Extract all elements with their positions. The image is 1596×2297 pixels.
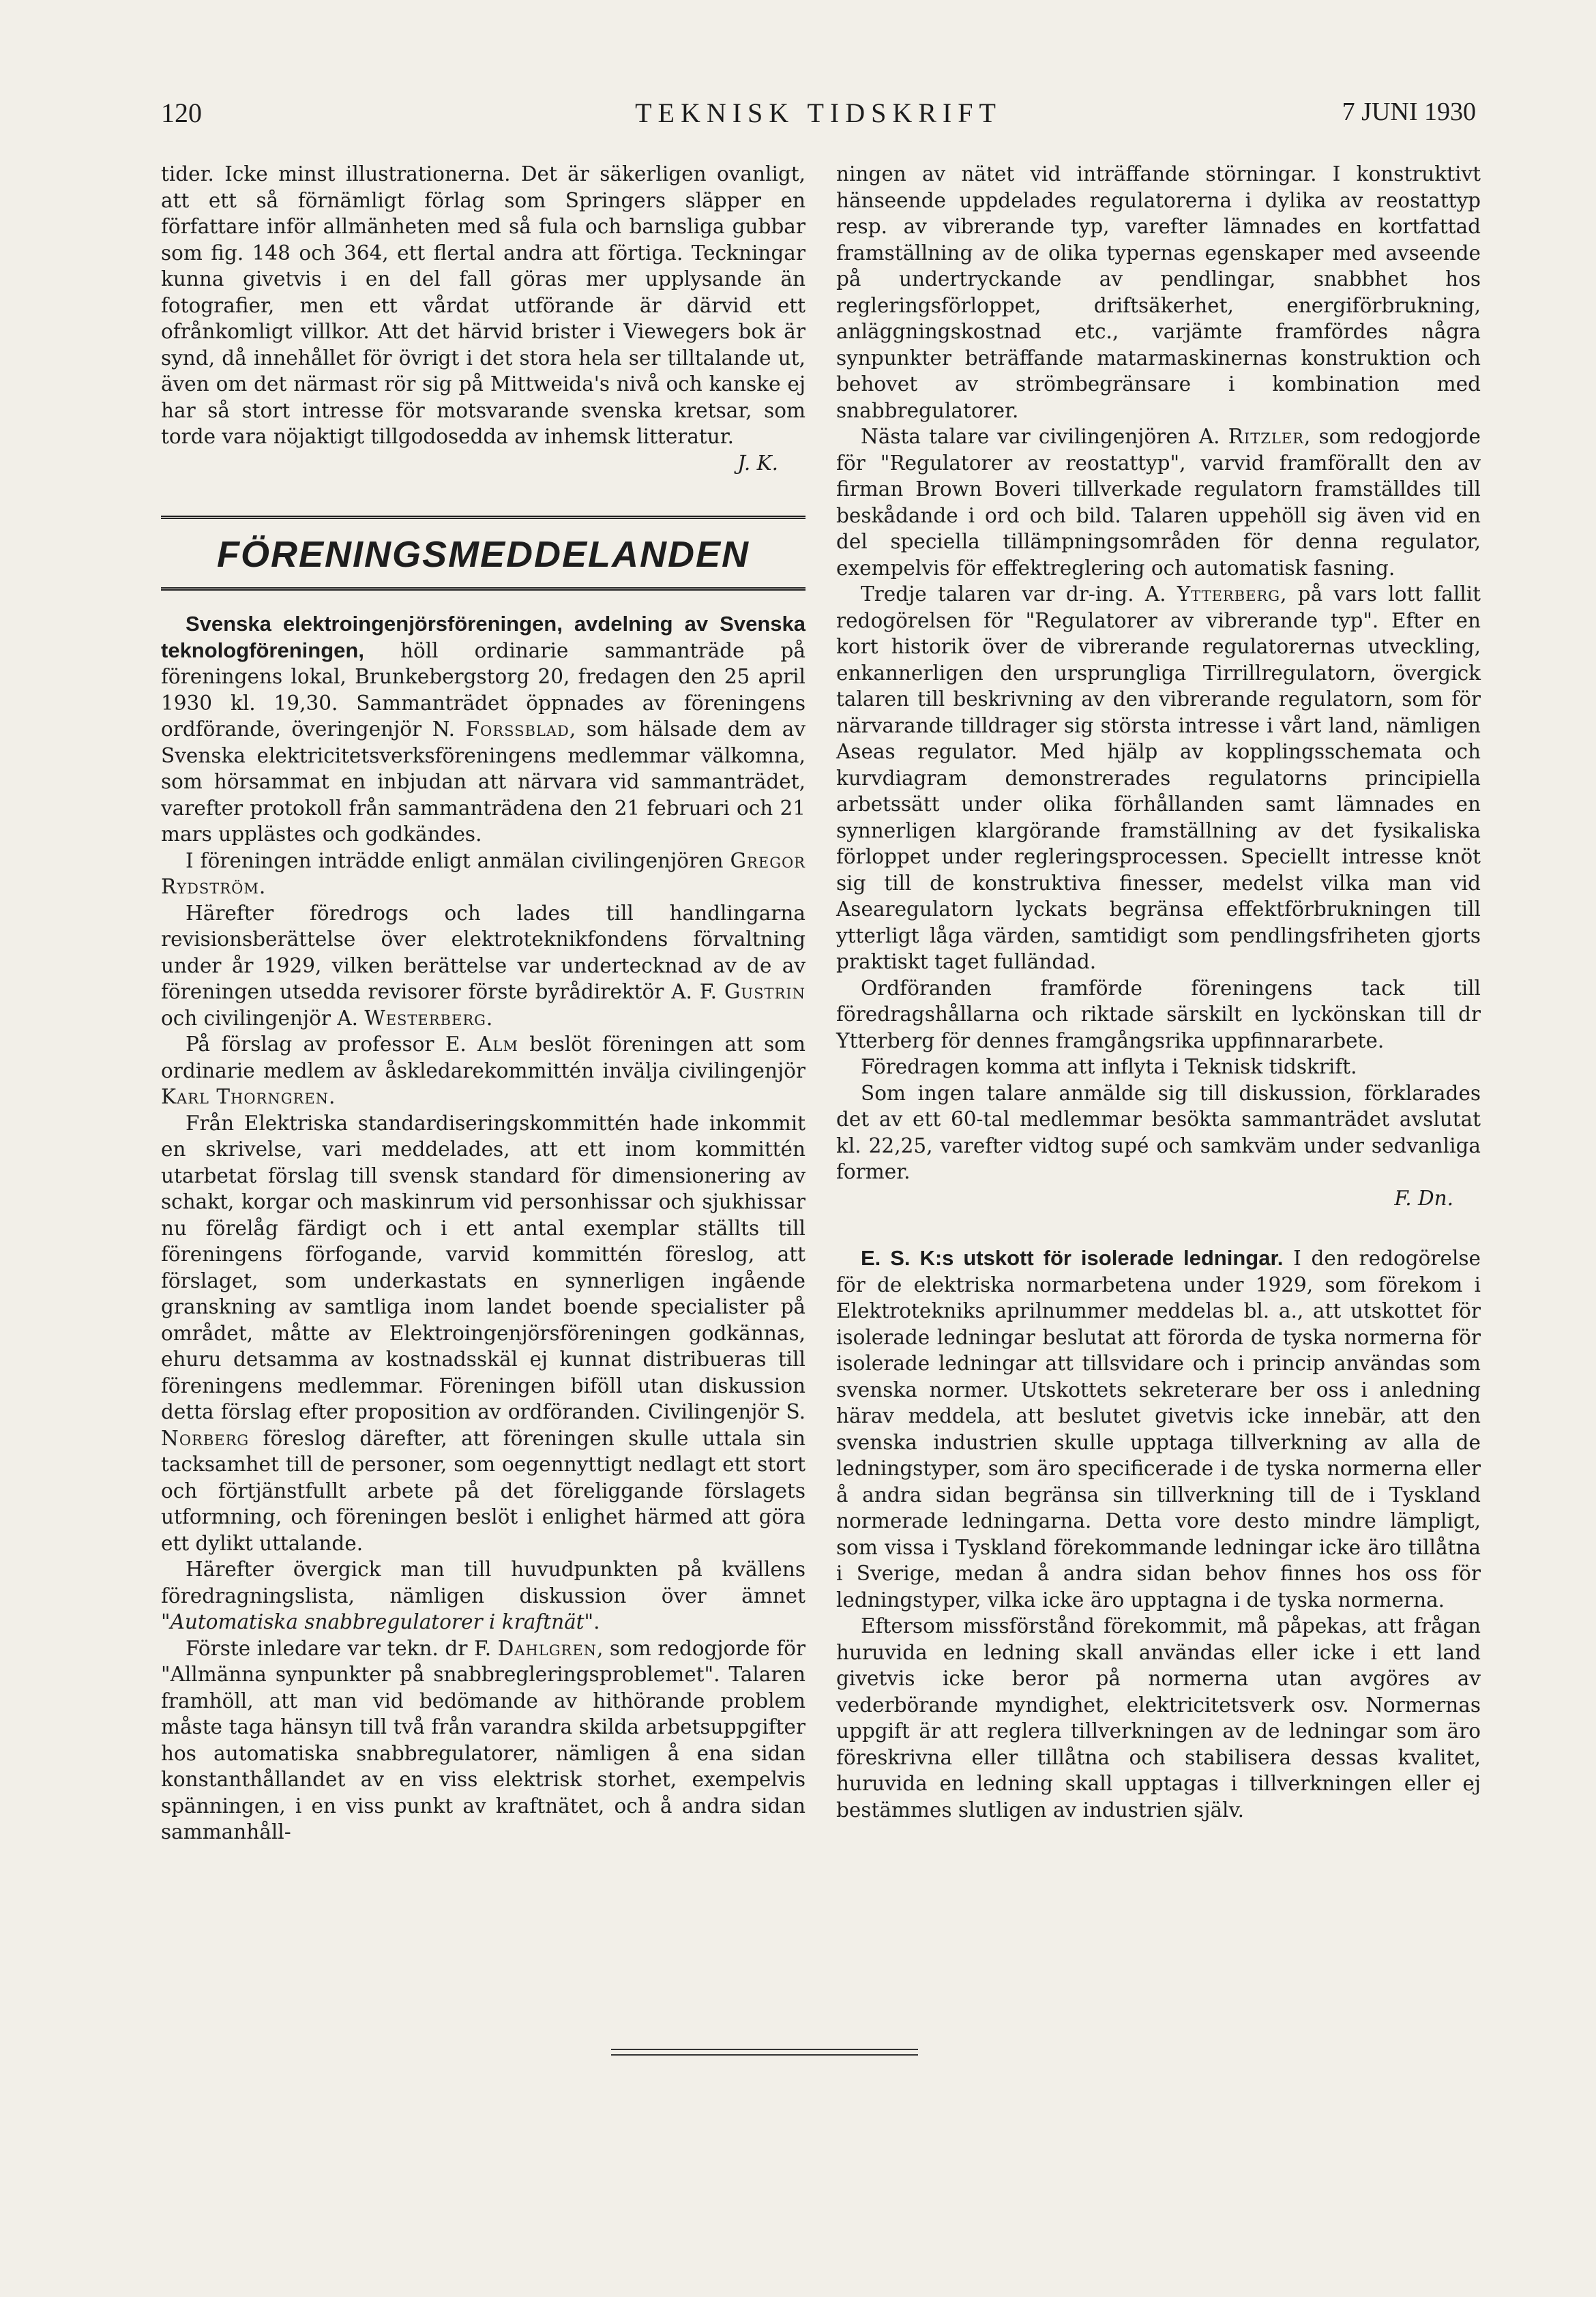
first-speaker-continuation: ningen av nätet vid inträffande störningar. I konstruktivt hänseende uppdelades regulatorerna i dylika av reostattyp resp. av vibrerande typ, varefter lämnades en kortfattad framställning av de olika typernas egenskaper med avseende på undertryckande av pendlingar, snabbhet hos regleringsförloppet, driftsäkerhet, energiförbrukning, anläggningskostnad etc., varjämte framfördes några synpunkter beträffande matarmaskinernas konstruktion och behovet av strömbegränsare i kombination med snabbregulatorer. xyxy=(836,162,1481,422)
thanks-paragraph: Ordföranden framförde föreningens tack till föredragshållarna och riktade särskilt en lyckönskan till dr Ytterberg för dennes framgångsrika uppfinnararbete. xyxy=(836,976,1481,1052)
issue-date: 7 JUNI 1930 xyxy=(1342,98,1476,126)
clarification-paragraph: Eftersom missförstånd förekommit, må påpekas, att frågan huruvida en ledning skall användas eller icke i ett land givetvis icke beror på normerna utan avgöres av vederbörande myndighet, elektricitetsverk osv. Normernas uppgift är att reglera tillverkningen av de ledningar som äro föreskrivna eller tillåtna och stabilisera dessas kvalitet, huruvida en ledning skall upptagas i tillverkningen eller ej bestämmes slutligen av industrien själv. xyxy=(836,1614,1481,1822)
discussion-topic: "Automatiska snabbregulatorer i kraftnät" xyxy=(161,1610,594,1633)
section-title: FÖRENINGSMEDDELANDEN xyxy=(216,534,750,575)
third-speaker-paragraph: Tredje talaren var dr-ing. A. Ytterberg, på vars lott fallit redogörelsen för "Regulatorer av vibrerande typ". Efter en kort historik över de vibrerande regulatorernas utveckling, enkannerligen den ursprungliga Tirrillregulatorn, övergick talaren till beskrivning av den vibrerande regulatorn, som för närvarande tilldrager sig största intresse i vårt land, nämligen Aseas regulator. Med hjälp av kopplingsschemata och kurvdiagram demonstrerades regulatorns principiella arbetssätt under olika förhållanden samt lämnades en synnerligen klargörande framställning av det fysikaliska förloppet under regleringsprocessen. Speciellt intresse knöt sig till de konstruktiva finesser, medelst vilka man vid Asearegulatorn lyckats begränsa effektförbrukningen till ytterligt låga värden, samtidigt som pendlingsfriheten gjorts praktiskt taget fulländad. xyxy=(836,582,1481,973)
discussion-topic-paragraph: Härefter övergick man till huvudpunkten på kvällens föredragningslista, nämligen diskussion över ämnet "Automatiska snabbregulatorer i kraftnät". xyxy=(161,1558,806,1633)
person-name: Gustrin xyxy=(724,980,806,1003)
first-speaker-paragraph: Förste inledare var tekn. dr F. Dahlgren, som redogjorde för "Allmänna synpunkter på snabbregleringsproblemet". Talaren framhöll, att man vid bedömande av hithörande problem måste taga hänsyn till två från varandra skilda arbetsuppgifter hos automatiska snabbregulatorer, nämligen å ena sidan konstanthållandet av en viss elektrisk storhet, exempelvis spänningen, i en viss punkt av kraftnätet, och å andra sidan sammanhåll- xyxy=(161,1636,806,1843)
journal-title: TEKNISK TIDSKRIFT xyxy=(635,98,1002,128)
person-name: Norberg xyxy=(161,1426,250,1450)
person-name: Ritzler xyxy=(1228,425,1304,448)
second-speaker-paragraph: Nästa talare var civilingenjören A. Ritzler, som redogjorde för "Regulatorer av reostattyp", varvid framförallt den av firman Brown Boveri tillverkade regulatorn framställdes till beskådande i ord och bild. Talaren uppehöll sig även vid en del speciella tillämpningsområden för denna regulator, exempelvis för effektreglering och automatisk fasning. xyxy=(836,425,1481,580)
person-name: Westerberg xyxy=(364,1006,486,1030)
person-name: Dahlgren xyxy=(497,1636,597,1660)
review-conclusion: tider. Icke minst illustrationerna. Det är säkerligen ovanligt, att ett så förnämligt förlag som Springers släpper en författare inför allmänheten med så fula och barnsliga gubbar som fig. 148 och 364, ett flertal andra att förtiga. Teckningar kunna givetvis i en del fall göras mer upplysande än fotografier, men ett vårdat utförande är därvid ett ofrånkomligt villkor. Att det härvid brister i Viewegers bok är synd, då innehållet för övrigt i det stora hela ser tilltalande ut, även om det närmast rör sig på Mittweida's nivå och kanske ej har så stort intresse för motsvarande svenska kretsar, som torde vara nöjaktigt tillgodosedda av inhemsk litteratur. xyxy=(161,162,806,448)
cable-committee-paragraph: E. S. K:s utskott för isolerade ledningar. I den redogörelse för de elektriska normarbetena under 1929, som förekom i Elektrotekniks aprilnummer meddelas bl. a., att utskottet för isolerade ledningar beslutat att förorda de tyska normerna för isolerade ledningar att tillsvidare och i princip användas som svenska normer. Utskottets sekreterare ber oss i anledning härav meddela, att beslutet givetvis icke innebär, att den svenska industrien skulle upptaga tillverkning av alla de ledningstyper, som äro specificerade i de tyska normerna eller å andra sidan begränsa sin tillverkning till de i Tyskland normerade ledningarna. Detta vore desto mindre lämpligt, som vissa i Tyskland förekommande ledningar icke äro tillåtna i Sverige, medan å andra sidan behov finnes hos oss för ledningstyper, vilka icke äro upptagna i de tyska normerna. xyxy=(836,1246,1481,1612)
standardization-paragraph: Från Elektriska standardiseringskommittén hade inkommit en skrivelse, vari meddelades, att ett inom kommittén utarbetat förslag till svensk standard för dimensionering av schakt, korgar och maskinrum vid personhissar och sjukhissar nu förelåg färdigt och i ett antal exemplar ställts till föreningens förfogande, varvid kommittén föreslog, att förslaget, som underkastats en synnerligen ingående granskning av samtliga inom landet boende specialister på området, måtte av Elektroingenjörsföreningen godkännas, ehuru detsamma av kostnadsskäl ej kunnat distribueras till föreningens medlemmar. Föreningen biföll utan diskussion detta förslag efter proposition av ordföranden. Civilingenjör S. Norberg föreslog därefter, att föreningen skulle uttala sin tacksamhet till de personer, som oegennyttigt nedlagt ett stort och förtjänstfullt arbete på det föreliggande förslagets utformning, och föreningen beslöt i enlighet härmed att göra ett dylikt uttalande. xyxy=(161,1111,806,1555)
person-name: Forssblad xyxy=(465,717,570,741)
new-member-paragraph: I föreningen inträdde enligt anmälan civilingenjören Gregor Rydström. xyxy=(161,848,806,898)
page-header xyxy=(161,97,1476,138)
committee-paragraph: På förslag av professor E. Alm beslöt föreningen att som ordinarie medlem av åskledarekommittén invälja civilingenjör Karl Thorngren. xyxy=(161,1033,806,1108)
end-rule xyxy=(611,2049,918,2056)
section-heading-box xyxy=(161,516,806,591)
publication-note: Föredragen komma att inflyta i Teknisk tidskrift. xyxy=(861,1055,1357,1078)
person-name: Karl Thorngren xyxy=(161,1085,329,1108)
person-name: Ytterberg xyxy=(1177,582,1281,606)
meeting-paragraph: Svenska elektroingenjörsföreningen, avdelning av Svenska teknologföreningen, höll ordinarie sammanträde på föreningens lokal, Brunkebergstorg 20, fredagen den 25 april 1930 kl. 19,30. Sammanträdet öppnades av föreningens ordförande, överingenjör N. Forssblad, som hälsade dem av Svenska elektricitetsverksföreningens medlemmar välkomna, som hörsammat en inbjudan att närvara vid sammanträdet, varefter protokoll från sammanträdena den 21 februari och 21 mars upplästes och godkändes. xyxy=(161,612,806,846)
person-name: Gregor Rydström xyxy=(161,848,806,898)
spacer xyxy=(836,1211,1481,1245)
page-number: 120 xyxy=(161,98,202,128)
closing-paragraph: Som ingen talare anmälde sig till diskussion, förklarades det av ett 60-tal medlemmar besökta sammanträdet avslutat kl. 22,25, varefter vidtog supé och samkväm under sedvanliga former. xyxy=(836,1081,1481,1183)
left-column xyxy=(161,161,806,1846)
society-name: Svenska elektroingenjörsföreningen, avdelning av Svenska teknologföreningen, xyxy=(161,612,806,662)
committee-heading: E. S. K:s utskott för isolerade ledningar. xyxy=(861,1246,1284,1270)
right-column xyxy=(836,161,1481,1823)
audit-paragraph: Härefter föredrogs och lades till handlingarna revisionsberättelse över elektroteknikfondens förvaltning under år 1929, vilken berättelse var undertecknad av de av föreningen utsedda revisorer förste byrådirektör A. F. Gustrin och civilingenjör A. Westerberg. xyxy=(161,901,806,1030)
person-name: Alm xyxy=(477,1033,518,1056)
review-signature: J. K. xyxy=(737,451,778,475)
report-signature: F. Dn. xyxy=(1394,1186,1453,1210)
